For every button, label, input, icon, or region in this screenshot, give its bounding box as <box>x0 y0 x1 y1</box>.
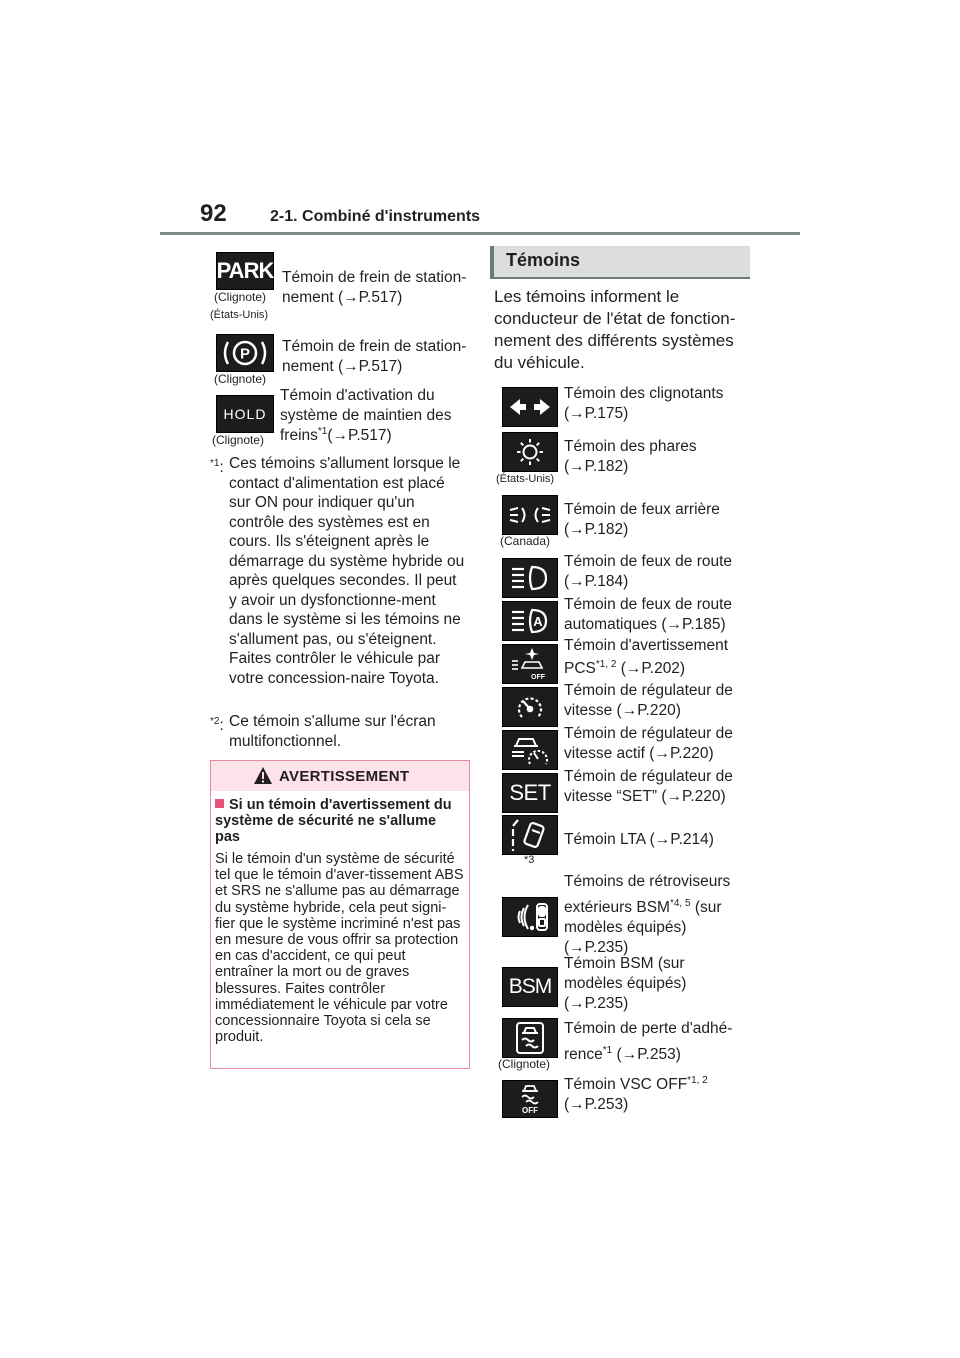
slip-line-2 <box>564 1045 764 1065</box>
set-icon-text: SET <box>509 780 551 805</box>
hold-page-ref: (→P.517) <box>327 427 392 444</box>
cruise-description <box>564 681 764 721</box>
footnote-1-sup: *1 <box>210 458 220 469</box>
park-region: (États-Unis) <box>210 309 269 321</box>
bsm-icon <box>502 967 558 1007</box>
slip-line-2-text: rence <box>564 1046 603 1063</box>
turn-signal-line-1: Témoin des clignotants <box>564 385 724 402</box>
svg-text:A: A <box>533 614 543 629</box>
temoins-intro: Les témoins informent le conducteur de l'état de fonction-nement des différents systèmes du véhicule. <box>494 287 736 372</box>
slip-footnote-mark: *1 <box>602 1044 613 1056</box>
tail-light-line-1: Témoin de feux arrière <box>564 501 720 518</box>
set-line-1: Témoin de régulateur de <box>564 768 733 785</box>
footnote-1-text: Ces témoins s'allument lorsque le contact d'alimentation est placé sur ON pour indiquer qu'un contrôle des systèmes est en cours. Ils s'éteignent après le démarrage du système hybride ou après quelques secondes. Il peut y avoir un dysfonctionne-ment dans le système si les témoins ne s'allument pas, ou s'éteignent. Faites contrôler le véhicule par votre concession-naire Toyota. <box>229 455 465 687</box>
footnote-2-sup: *2 <box>210 716 220 727</box>
vsc-off-line-1-text: Témoin VSC OFF <box>564 1076 688 1093</box>
bsm-mirror-line-2 <box>564 898 764 918</box>
bsm-mirror-description <box>564 872 764 958</box>
svg-text:OFF: OFF <box>522 1106 538 1115</box>
hold-footnote-mark: *1 <box>317 425 328 437</box>
headlight-sun-icon <box>502 432 558 472</box>
bsm-line-3: (→P.235) <box>564 995 629 1012</box>
warning-title: AVERTISSEMENT <box>279 768 410 785</box>
park-sublabel: (Clignote) <box>214 290 267 304</box>
vsc-off-description <box>564 1075 764 1115</box>
temoins-header <box>490 246 750 279</box>
headlight-description <box>564 437 764 477</box>
vsc-off-footnote-mark: *1, 2 <box>687 1074 708 1086</box>
headlight-sublabel: (États-Unis) <box>496 473 555 485</box>
lta-icon <box>502 815 558 855</box>
footnote-1 <box>210 454 470 688</box>
vsc-off-icon <box>502 1080 558 1118</box>
temoins-title: Témoins <box>506 250 581 270</box>
auto-high-beam-icon <box>502 601 558 641</box>
footnote-2-mark: $^{*2}$: <box>210 716 224 735</box>
radar-cruise-icon <box>502 730 558 770</box>
warning-bullet-icon <box>215 799 224 808</box>
parking-brake-description: Témoin de frein de station-nement (→P.517) <box>282 338 467 375</box>
pcs-line-2-text: PCS <box>564 660 596 677</box>
warning-header <box>211 761 469 791</box>
radar-cruise-description <box>564 724 764 764</box>
pcs-description <box>564 636 764 679</box>
bsm-line-1: Témoin BSM (sur <box>564 955 685 972</box>
hold-sublabel: (Clignote) <box>212 433 265 447</box>
header-rule <box>160 232 800 235</box>
hold-icon-text: HOLD <box>223 406 267 422</box>
auto-high-beam-line-2: automatiques (→P.185) <box>564 616 726 633</box>
svg-text:OFF: OFF <box>531 674 545 681</box>
cruise-line-1: Témoin de régulateur de <box>564 682 733 699</box>
bsm-mirror-line-3: modèles équipés) <box>564 919 687 936</box>
vsc-off-line-1 <box>564 1075 764 1095</box>
turn-signal-description <box>564 384 764 424</box>
bsm-mirror-footnote-mark: *4, 5 <box>669 897 691 909</box>
park-description: Témoin de frein de station-nement (→P.517) <box>282 269 467 306</box>
hold-line-3-text: freins <box>280 427 318 444</box>
tail-light-sublabel: (Canada) <box>500 534 551 548</box>
warning-body: Si le témoin d'un système de sécurité tel que le témoin d'aver-tissement ABS et SRS ne s'allume pas au démarrage du système hybride, cela peut signi-fier que le système incriminé n'est pas en mesure de vous offrir sa protection en cas d'accident, ce qui peut entraîner la mort ou de graves blessures. Faites contrôler immédiatement le véhicule par votre concessionnaire Toyota si cela se produit. <box>215 851 464 1046</box>
tail-light-description <box>564 500 764 540</box>
bsm-icon-text: BSM <box>508 975 552 998</box>
hold-line-1: Témoin d'activation du <box>280 387 435 404</box>
set-line-2: vitesse “SET” (→P.220) <box>564 788 726 805</box>
hold-line-3 <box>280 426 480 446</box>
page-number: 92 <box>200 200 227 227</box>
footnote-2 <box>210 712 470 751</box>
set-icon <box>502 773 558 813</box>
slip-sublabel: (Clignote) <box>498 1057 551 1071</box>
set-description <box>564 767 764 807</box>
high-beam-line-1: Témoin de feux de route <box>564 553 733 570</box>
high-beam-line-2: (→P.184) <box>564 573 629 590</box>
pcs-page-ref: (→P.202) <box>616 660 686 677</box>
tail-light-icon <box>502 495 558 535</box>
bsm-mirror-line-4: (→P.235) <box>564 939 629 956</box>
pcs-line-2 <box>564 659 764 679</box>
lta-sublabel: *3 <box>524 854 535 866</box>
cruise-control-icon <box>502 687 558 727</box>
park-icon-text: PARK <box>216 258 274 283</box>
svg-text:P: P <box>239 345 251 363</box>
tail-light-line-2: (→P.182) <box>564 521 629 538</box>
warning-box <box>210 760 470 1069</box>
high-beam-description <box>564 552 764 592</box>
bsm-mirror-line-2-tail: (sur <box>690 899 722 916</box>
slip-page-ref: (→P.253) <box>612 1046 681 1063</box>
headlight-line-1: Témoin des phares <box>564 438 697 455</box>
bsm-mirror-line-1: Témoins de rétroviseurs <box>564 873 731 890</box>
radar-cruise-line-1: Témoin de régulateur de <box>564 725 733 742</box>
auto-high-beam-line-1: Témoin de feux de route <box>564 596 733 613</box>
bsm-line-2: modèles équipés) <box>564 975 687 992</box>
slip-description <box>564 1019 764 1065</box>
hold-line-2: système de maintien des <box>280 407 452 424</box>
bsm-mirror-icon <box>502 897 558 937</box>
bsm-description <box>564 954 764 1014</box>
pcs-footnote-mark: *1, 2 <box>595 658 617 670</box>
turn-signal-arrows-icon <box>502 387 558 427</box>
footnote-1-mark: $^{*1}$: <box>210 458 224 477</box>
hold-icon <box>216 395 274 433</box>
parking-brake-sublabel: (Clignote) <box>214 372 267 386</box>
pcs-off-icon <box>502 644 558 684</box>
warning-subtitle <box>215 797 465 845</box>
footnote-2-text: Ce témoin s'allume sur l'écran multifonctionnel. <box>229 713 436 750</box>
section-title: 2-1. Combiné d'instruments <box>270 208 481 225</box>
hold-description <box>280 386 480 446</box>
high-beam-icon <box>502 558 558 598</box>
auto-high-beam-description <box>564 595 764 635</box>
headlight-line-2: (→P.182) <box>564 458 629 475</box>
lta-line-1: Témoin LTA (→P.214) <box>564 831 714 848</box>
radar-cruise-line-2: vitesse actif (→P.220) <box>564 745 714 762</box>
warning-triangle-icon <box>253 766 273 785</box>
vsc-off-line-2: (→P.253) <box>564 1096 629 1113</box>
parking-brake-p-icon <box>216 334 274 372</box>
pcs-line-1: Témoin d'avertissement <box>564 637 729 654</box>
slip-line-1: Témoin de perte d'adhé- <box>564 1020 733 1037</box>
warning-subtitle-text: Si un témoin d'avertissement du système de sécurité ne s'allume pas <box>215 797 452 845</box>
slip-indicator-icon <box>502 1018 558 1058</box>
turn-signal-line-2: (→P.175) <box>564 405 629 422</box>
cruise-line-2: vitesse (→P.220) <box>564 702 681 719</box>
bsm-mirror-line-2-text: extérieurs BSM <box>564 899 670 916</box>
park-icon <box>216 252 274 290</box>
lta-description <box>564 830 764 850</box>
